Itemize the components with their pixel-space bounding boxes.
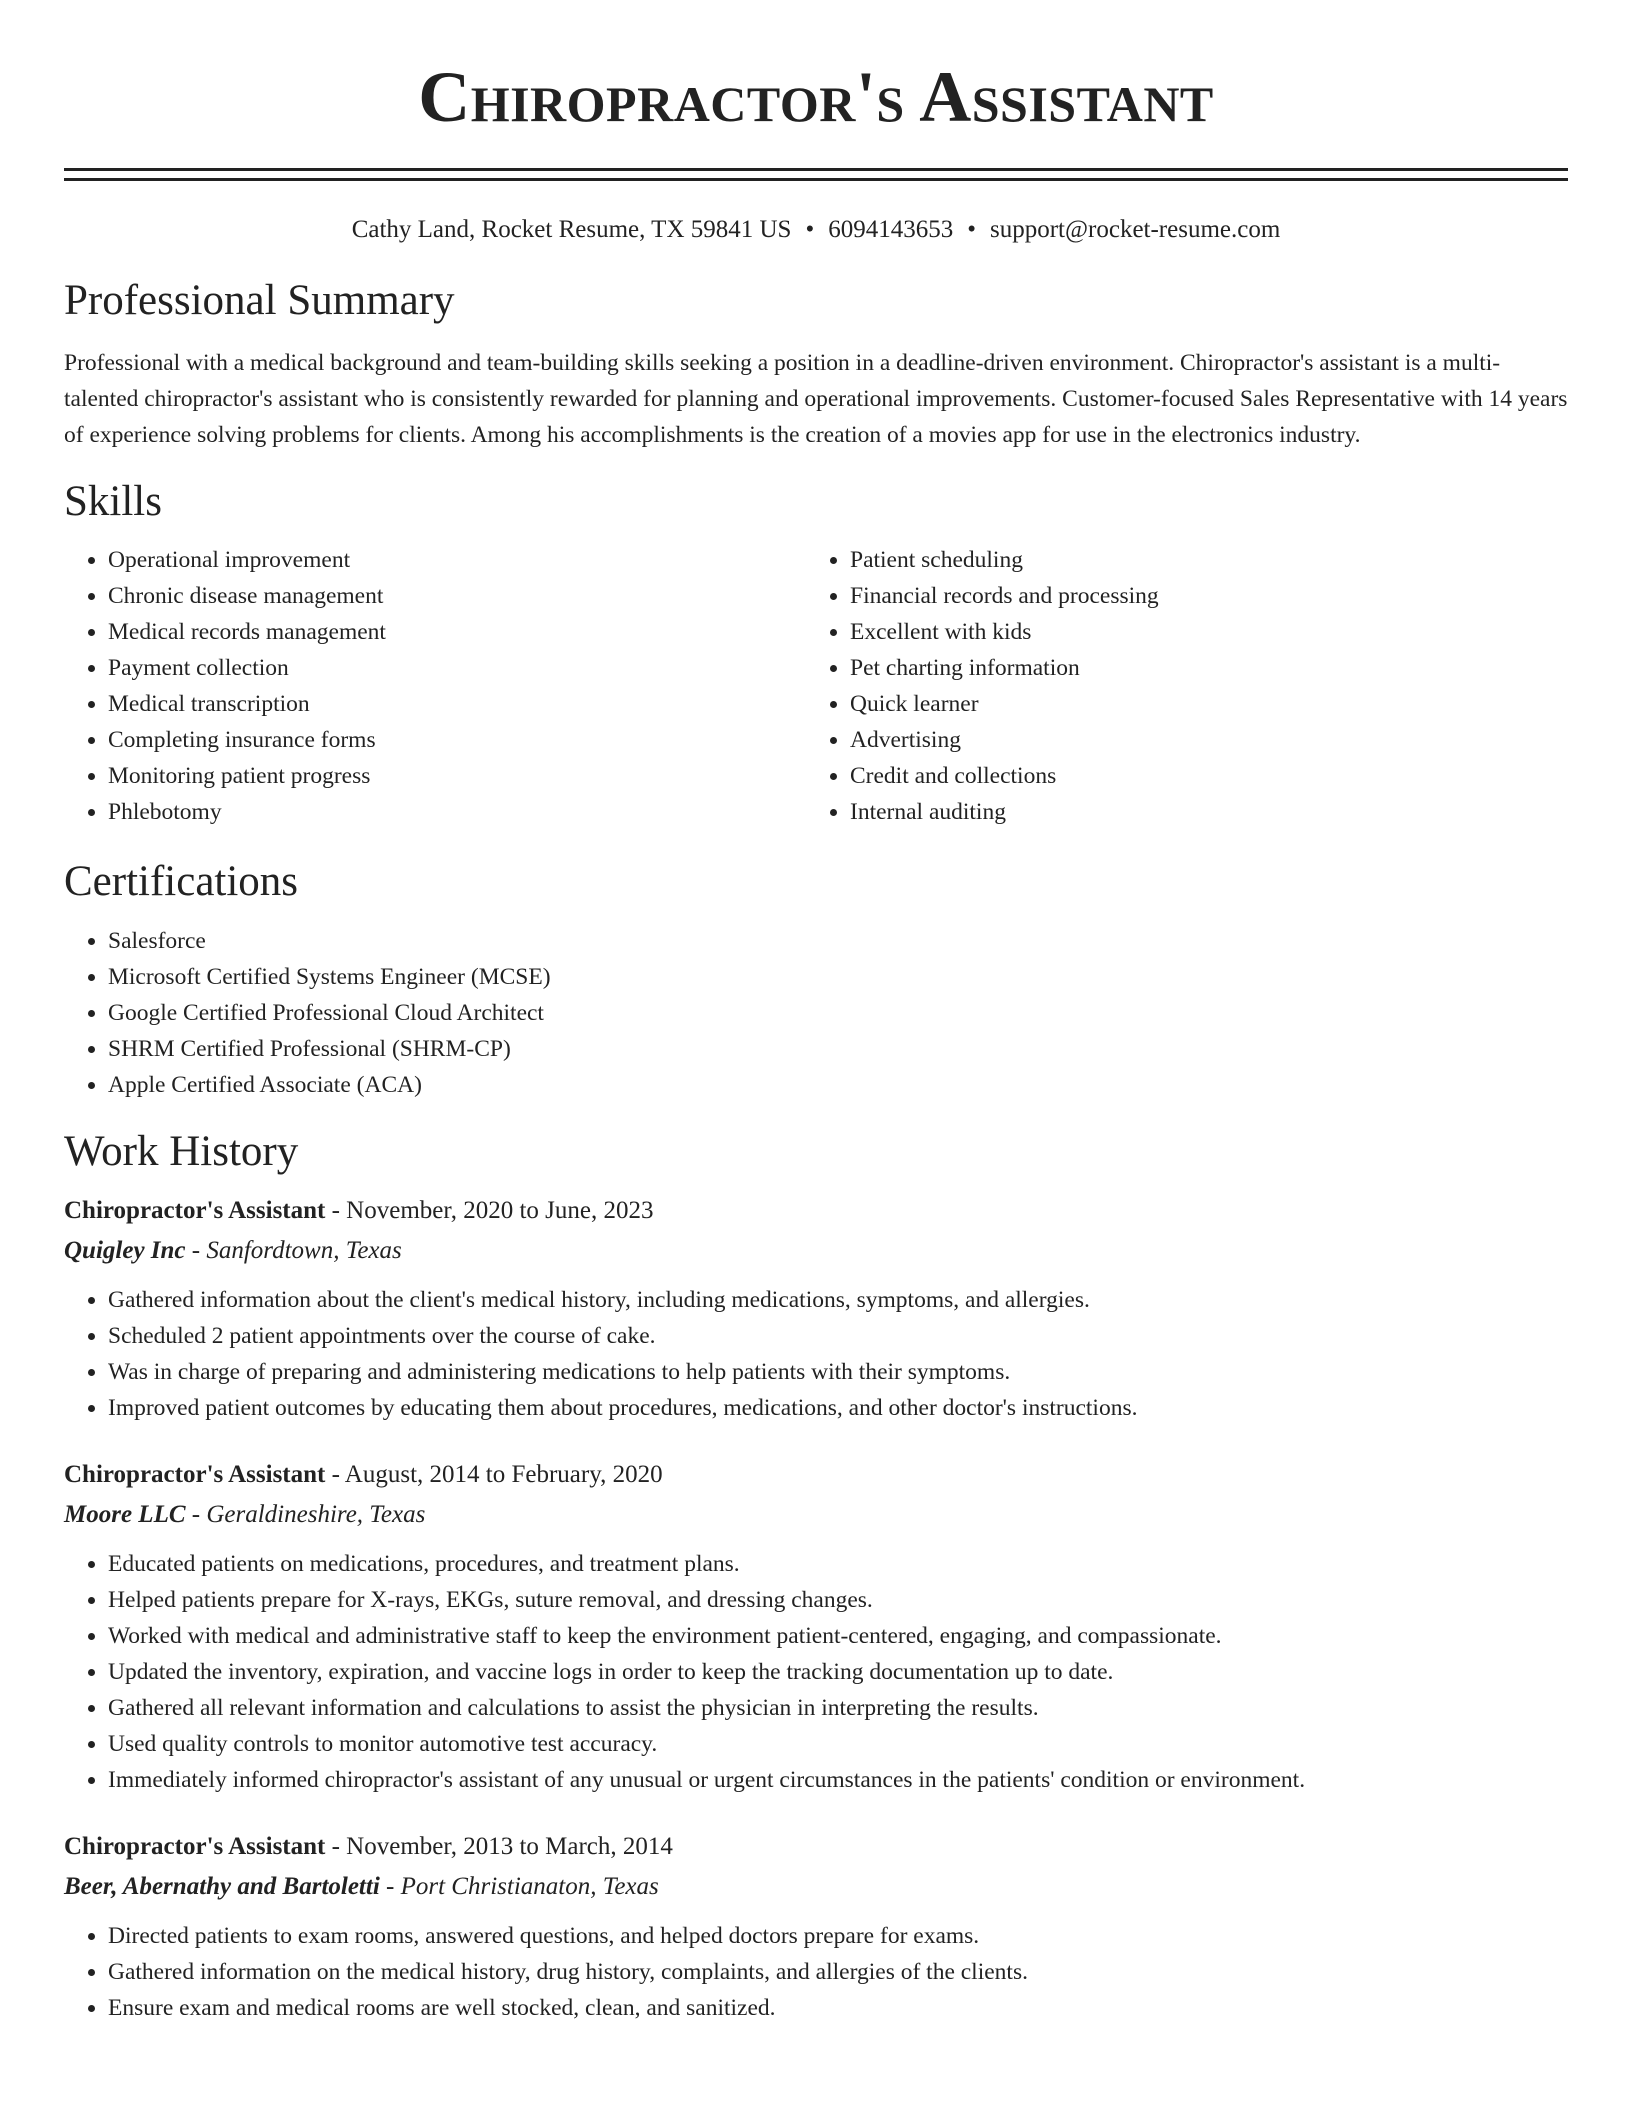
resume-title: Chiropractor's Assistant: [418, 57, 1214, 137]
contact-separator: •: [805, 216, 815, 243]
summary-text: Professional with a medical background and team-building skills seeking a position in a deadline-driven environment. Chiropractor's assistant is a multi-talented chiropractor's assistant who is consistently rewarded for planning and operational improvements. Customer-focused Sales Representative with 14 years of experience solving problems for clients. Among his accomplishments is the creation of a movies app for use in the electronics industry.: [64, 350, 1568, 448]
title-rule-bottom: [64, 178, 1568, 181]
job-company-line: [64, 1236, 1568, 1266]
certifications-heading: Certifications: [64, 858, 299, 905]
job-location: - Sanfordtown, Texas: [185, 1237, 402, 1264]
job-title: Chiropractor's Assistant: [64, 1833, 326, 1860]
skill-item: • Credit and collections: [850, 758, 1548, 794]
job-company: Beer, Abernathy and Bartoletti: [64, 1873, 380, 1900]
skill-item: • Advertising: [850, 722, 1548, 758]
skill-item: • Operational improvement: [108, 542, 806, 578]
job-title: Chiropractor's Assistant: [64, 1197, 326, 1224]
job-title-line: [64, 1460, 1568, 1490]
job-bullet: • Updated the inventory, expiration, and vaccine logs in order to keep the tracking documentation up to date.: [108, 1654, 1568, 1690]
contact-phone: 6094143653: [828, 216, 954, 243]
job-bullet: • Scheduled 2 patient appointments over the course of cake.: [108, 1318, 1568, 1354]
job-bullets: [64, 1546, 1568, 1798]
contact-email: support@rocket-resume.com: [990, 216, 1281, 243]
skill-item: • Pet charting information: [850, 650, 1548, 686]
skill-item: • Medical transcription: [108, 686, 806, 722]
certification-item: • Google Certified Professional Cloud Architect: [108, 995, 1568, 1031]
job-company-line: [64, 1500, 1568, 1530]
job-bullet: • Directed patients to exam rooms, answered questions, and helped doctors prepare for exams.: [108, 1918, 1568, 1954]
job-bullet: • Ensure exam and medical rooms are well stocked, clean, and sanitized.: [108, 1990, 1568, 2026]
certification-item: • Microsoft Certified Systems Engineer (MCSE): [108, 959, 1568, 995]
skill-item: • Payment collection: [108, 650, 806, 686]
skill-item: • Excellent with kids: [850, 614, 1548, 650]
contact-line: [64, 215, 1568, 245]
job-entry: [64, 1460, 1568, 1798]
skill-item: • Chronic disease management: [108, 578, 806, 614]
certification-item: • SHRM Certified Professional (SHRM-CP): [108, 1031, 1568, 1067]
job-bullet: • Used quality controls to monitor automotive test accuracy.: [108, 1726, 1568, 1762]
job-entry: [64, 1832, 1568, 2026]
skill-item: • Completing insurance forms: [108, 722, 806, 758]
skill-item: • Patient scheduling: [850, 542, 1548, 578]
job-company: Moore LLC: [64, 1501, 186, 1528]
job-bullet: • Helped patients prepare for X-rays, EKGs, suture removal, and dressing changes.: [108, 1582, 1568, 1618]
skill-item: • Medical records management: [108, 614, 806, 650]
job-bullet: • Was in charge of preparing and administering medications to help patients with their symptoms.: [108, 1354, 1568, 1390]
skills-column-left: [64, 542, 806, 830]
job-company: Quigley Inc: [64, 1237, 186, 1264]
summary-heading: Professional Summary: [64, 277, 455, 324]
job-entry: [64, 1196, 1568, 1426]
skill-item: • Financial records and processing: [850, 578, 1548, 614]
job-title: Chiropractor's Assistant: [64, 1461, 326, 1488]
job-bullet: • Gathered information about the client's medical history, including medications, symptoms, and allergies.: [108, 1282, 1568, 1318]
skills-list-left: [64, 542, 806, 830]
job-bullet: • Gathered information on the medical history, drug history, complaints, and allergies of the clients.: [108, 1954, 1568, 1990]
job-bullet: • Educated patients on medications, procedures, and treatment plans.: [108, 1546, 1568, 1582]
skill-item: • Monitoring patient progress: [108, 758, 806, 794]
job-bullet: • Gathered all relevant information and calculations to assist the physician in interpreting the results.: [108, 1690, 1568, 1726]
job-bullets: [64, 1918, 1568, 2026]
skills-column-right: [806, 542, 1548, 830]
job-company-line: [64, 1872, 1568, 1902]
contact-separator: •: [967, 216, 976, 243]
skill-item: • Internal auditing: [850, 794, 1548, 830]
job-bullet: • Immediately informed chiropractor's assistant of any unusual or urgent circumstances in the patients' condition or environment.: [108, 1762, 1568, 1798]
job-location: - Port Christianaton, Texas: [379, 1873, 659, 1900]
job-bullets: [64, 1282, 1568, 1426]
work-history-heading: Work History: [64, 1128, 299, 1175]
job-title-line: [64, 1196, 1568, 1226]
certifications-list: [64, 923, 1568, 1103]
job-bullet: • Worked with medical and administrative staff to keep the environment patient-centered, engaging, and compassionate.: [108, 1618, 1568, 1654]
job-dates: - November, 2020 to June, 2023: [325, 1197, 654, 1224]
job-bullet: • Improved patient outcomes by educating them about procedures, medications, and other doctor's instructions.: [108, 1390, 1568, 1426]
job-dates: - November, 2013 to March, 2014: [325, 1833, 673, 1860]
job-location: - Geraldineshire, Texas: [185, 1501, 426, 1528]
job-title-line: [64, 1832, 1568, 1862]
skills-list-right: [806, 542, 1548, 830]
certification-item: • Apple Certified Associate (ACA): [108, 1067, 1568, 1103]
skills-heading: Skills: [64, 478, 162, 525]
skill-item: • Phlebotomy: [108, 794, 806, 830]
job-dates: - August, 2014 to February, 2020: [325, 1461, 663, 1488]
contact-address: Cathy Land, Rocket Resume, TX 59841 US: [351, 216, 792, 243]
title-rule-top: [64, 168, 1568, 171]
certification-item: • Salesforce: [108, 923, 1568, 959]
skills-columns: [64, 542, 1568, 830]
skill-item: • Quick learner: [850, 686, 1548, 722]
